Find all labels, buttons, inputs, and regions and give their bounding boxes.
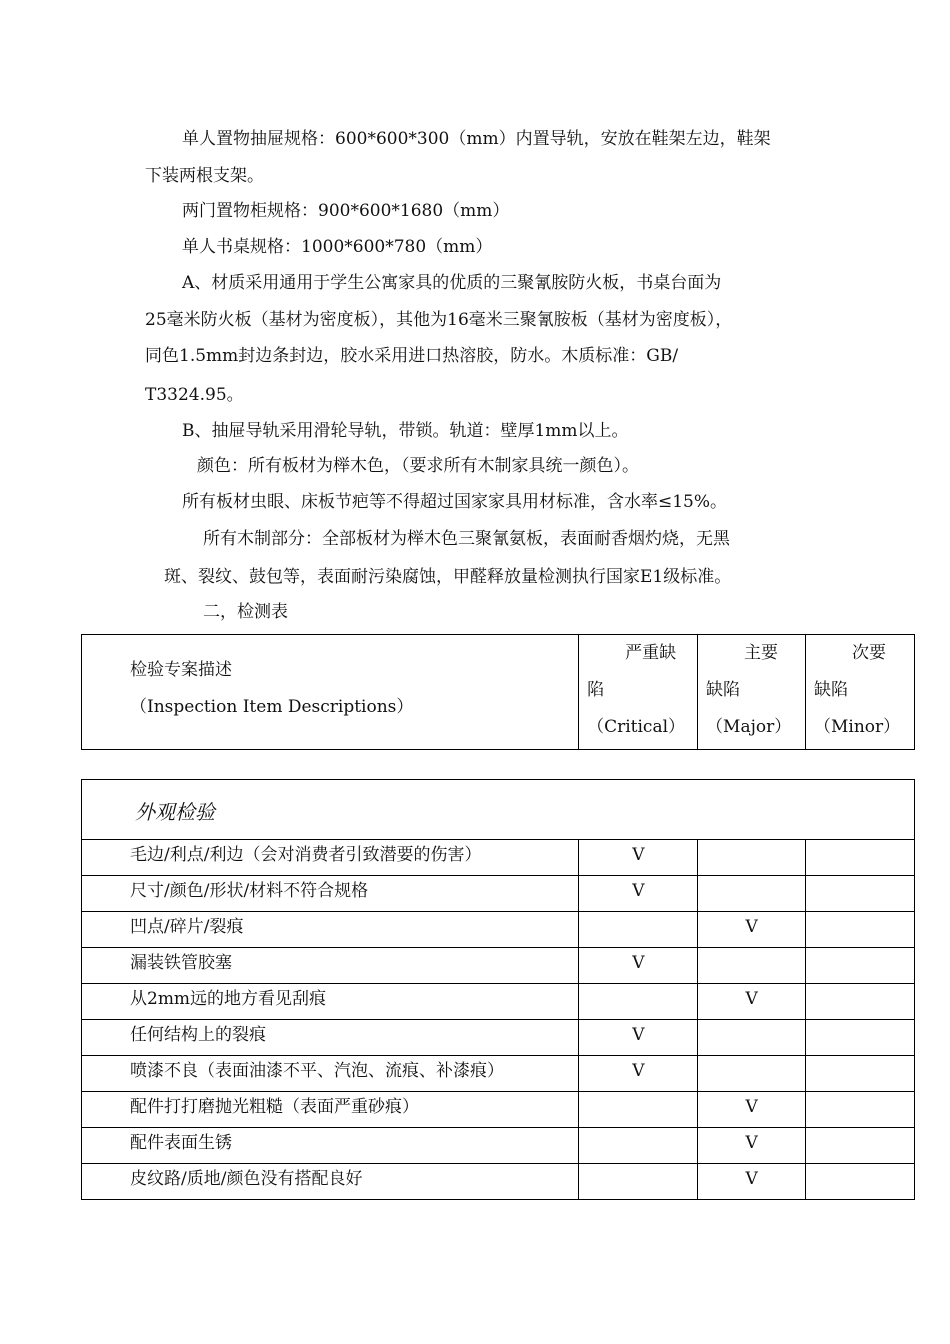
critical-mark <box>579 1092 698 1128</box>
header-major-label-en: （Major） <box>706 717 792 737</box>
major-mark <box>698 840 806 876</box>
item-description: 配件打打磨抛光粗糙（表面严重砂痕） <box>82 1092 579 1128</box>
table-row <box>82 1128 915 1164</box>
critical-mark <box>579 912 698 948</box>
major-mark: V <box>698 1164 806 1200</box>
minor-mark <box>806 1020 915 1056</box>
major-mark: V <box>698 984 806 1020</box>
table-row <box>82 1092 915 1128</box>
major-mark <box>698 1020 806 1056</box>
major-mark <box>698 876 806 912</box>
critical-mark: V <box>579 948 698 984</box>
section-title: 外观检验 <box>135 800 215 824</box>
minor-mark <box>806 948 915 984</box>
major-mark: V <box>698 912 806 948</box>
section-heading: 二，检测表 <box>203 602 288 622</box>
item-description: 配件表面生锈 <box>82 1128 579 1164</box>
critical-mark <box>579 984 698 1020</box>
critical-mark: V <box>579 1020 698 1056</box>
minor-mark <box>806 1092 915 1128</box>
section-title-cell <box>82 780 915 840</box>
critical-mark <box>579 1164 698 1200</box>
major-mark <box>698 1056 806 1092</box>
critical-mark: V <box>579 1056 698 1092</box>
table-row <box>82 948 915 984</box>
table-row <box>82 876 915 912</box>
paragraph: 单人书桌规格：1000*600*780（mm） <box>182 237 493 257</box>
table-row <box>82 912 915 948</box>
paragraph: 所有板材虫眼、床板节疤等不得超过国家家具用材标准，含水率≤15%。 <box>182 492 728 512</box>
minor-mark <box>806 912 915 948</box>
paragraph: 斑、裂纹、鼓包等，表面耐污染腐蚀，甲醛释放量检测执行国家E1级标准。 <box>164 567 732 587</box>
item-description: 喷漆不良（表面油漆不平、汽泡、流痕、补漆痕） <box>82 1056 579 1092</box>
paragraph: 单人置物抽屉规格：600*600*300（mm）内置导轨，安放在鞋架左边，鞋架 <box>182 129 771 149</box>
header-minor-cell <box>806 635 915 750</box>
table-row <box>82 840 915 876</box>
minor-mark <box>806 984 915 1020</box>
paragraph: 两门置物柜规格：900*600*1680（mm） <box>182 201 510 221</box>
item-description: 皮纹路/质地/颜色没有搭配良好 <box>82 1164 579 1200</box>
minor-mark <box>806 1164 915 1200</box>
minor-mark <box>806 876 915 912</box>
table-row <box>82 1020 915 1056</box>
minor-mark <box>806 1128 915 1164</box>
header-desc-label: 检验专案描述 <box>130 660 232 680</box>
header-major-label: 主要 <box>744 643 779 663</box>
item-description: 漏装铁管胶塞 <box>82 948 579 984</box>
minor-mark <box>806 840 915 876</box>
table-row <box>82 984 915 1020</box>
header-minor-label: 缺陷 <box>814 680 848 700</box>
table-row <box>82 1056 915 1092</box>
header-minor-label-en: （Minor） <box>814 717 901 737</box>
item-description: 凹点/碎片/裂痕 <box>82 912 579 948</box>
critical-mark: V <box>579 876 698 912</box>
item-description: 毛边/利点/利边（会对消费者引致潜要的伤害） <box>82 840 579 876</box>
major-mark: V <box>698 1128 806 1164</box>
header-minor-label: 次要 <box>852 643 886 663</box>
header-desc-label-en: （Inspection Item Descriptions） <box>130 697 414 717</box>
paragraph: 25毫米防火板（基材为密度板），其他为16毫米三聚氰胺板（基材为密度板）， <box>145 310 733 330</box>
paragraph: A、材质采用通用于学生公寓家具的优质的三聚氰胺防火板，书桌台面为 <box>182 273 722 293</box>
header-major-cell <box>698 635 806 750</box>
critical-mark: V <box>579 840 698 876</box>
defect-class-header-table <box>81 634 915 750</box>
table-row <box>82 1164 915 1200</box>
header-desc-cell <box>82 635 579 750</box>
header-critical-cell <box>579 635 698 750</box>
item-description: 从2mm远的地方看见刮痕 <box>82 984 579 1020</box>
appearance-inspection-table <box>81 779 915 1200</box>
major-mark <box>698 948 806 984</box>
major-mark: V <box>698 1092 806 1128</box>
minor-mark <box>806 1056 915 1092</box>
header-major-label: 缺陷 <box>706 680 741 700</box>
item-description: 任何结构上的裂痕 <box>82 1020 579 1056</box>
paragraph: 下装两根支架。 <box>145 166 264 186</box>
header-critical-label: 陷 <box>587 680 605 700</box>
paragraph: 颜色：所有板材为榉木色，（要求所有木制家具统一颜色）。 <box>197 456 639 476</box>
paragraph: T3324.95。 <box>145 385 244 405</box>
header-critical-label: 严重缺 <box>625 643 677 663</box>
item-description: 尺寸/颜色/形状/材料不符合规格 <box>82 876 579 912</box>
critical-mark <box>579 1128 698 1164</box>
paragraph: 所有木制部分：全部板材为榉木色三聚氰氨板，表面耐香烟灼烧，无黑 <box>203 529 730 549</box>
header-critical-label-en: （Critical） <box>587 717 686 737</box>
paragraph: 同色1.5mm封边条封边，胶水采用进口热溶胶，防水。木质标准：GB/ <box>145 346 679 366</box>
paragraph: B、抽屉导轨采用滑轮导轨，带锁。轨道：壁厚1mm以上。 <box>182 421 629 441</box>
